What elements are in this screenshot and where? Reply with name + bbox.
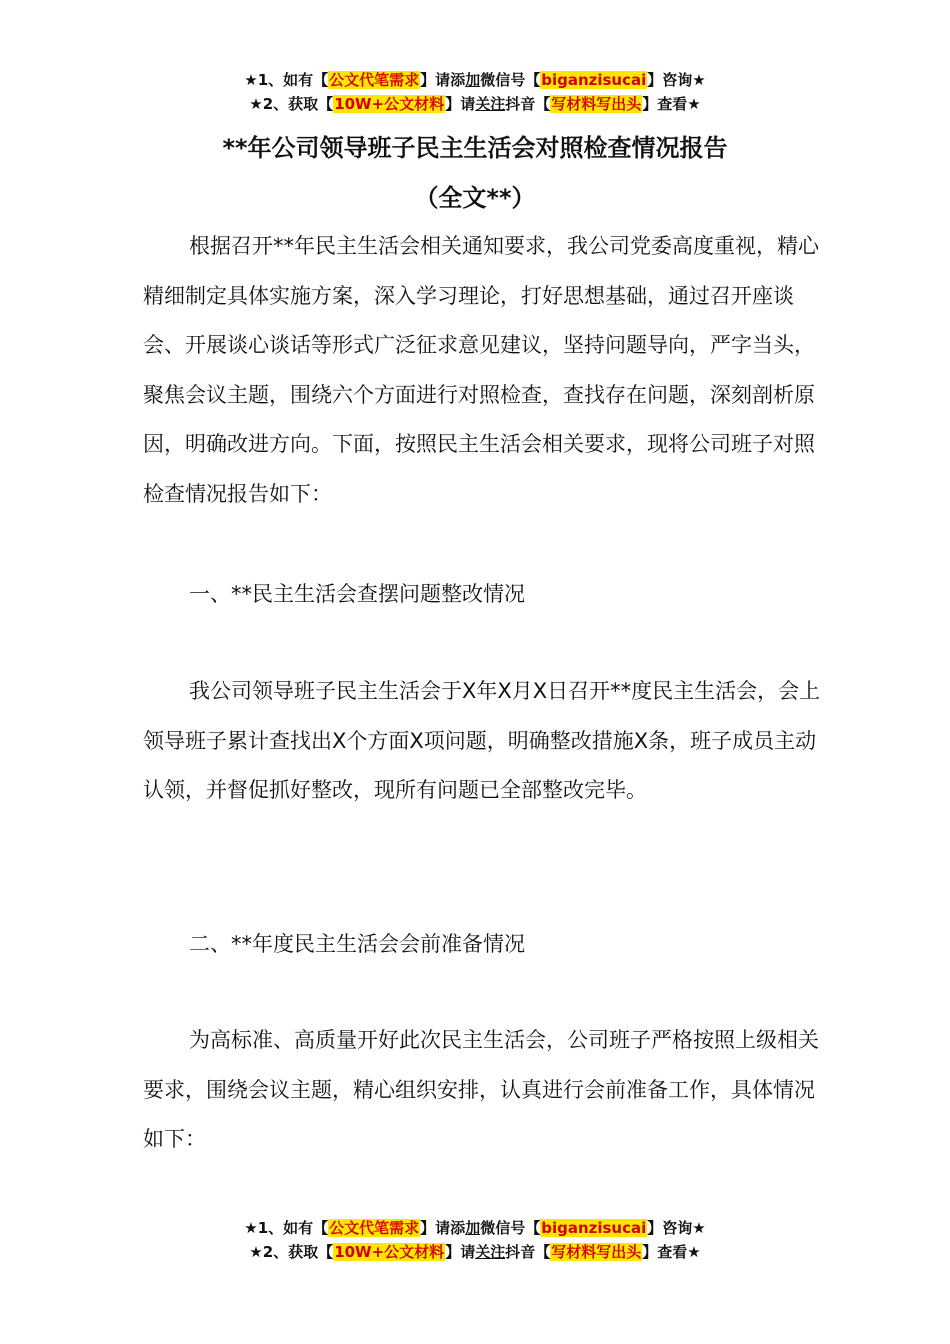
promo-line-1: [0, 1216, 950, 1240]
promo-text: 抖音【: [505, 1243, 551, 1261]
promo-highlight: 10W+公文材料: [334, 1243, 445, 1261]
promo-line-2: [0, 92, 950, 116]
promo-highlight-wechat-id: biganzisucai: [541, 71, 647, 89]
promo-highlight: 10W+公文材料: [334, 95, 445, 113]
promo-text: 】咨询★: [647, 1219, 706, 1237]
promo-text: ★1、如有【: [244, 1219, 329, 1237]
promo-text: 】咨询★: [647, 71, 706, 89]
promo-line-1: [0, 68, 950, 92]
promo-text: ★1、如有【: [244, 71, 329, 89]
promo-text: ★2、获取【: [249, 1243, 334, 1261]
promo-underlined: 关注: [475, 1243, 506, 1261]
promo-text: 】请: [445, 95, 476, 113]
document-subtitle: （全文**）: [414, 184, 536, 212]
section-1-paragraph: 我公司领导班子民主生活会于X年X月X日召开**度民主生活会，会上领导班子累计查找出X个方面X项问题，明确整改措施X条，班子成员主动认领，并督促抓好整改，现所有问题已全部整改完毕。: [143, 679, 821, 803]
section-2-paragraph: 为高标准、高质量开好此次民主生活会，公司班子严格按照上级相关要求，围绕会议主题，精心组织安排，认真进行会前准备工作，具体情况如下：: [143, 1028, 819, 1152]
promo-text: 】请: [445, 1243, 476, 1261]
section-heading-1: 一、**民主生活会查摆问题整改情况: [189, 582, 525, 606]
promo-highlight-douyin: 写材料写出头: [551, 95, 642, 113]
promo-text: 微信号【: [480, 71, 541, 89]
promo-text: 】查看★: [642, 95, 701, 113]
promo-highlight: 公文代笔需求: [329, 71, 420, 89]
top-promo-banner: [0, 68, 950, 116]
promo-text: ★2、获取【: [249, 95, 334, 113]
promo-text: 抖音【: [505, 95, 551, 113]
promo-text: 】请添: [420, 1219, 466, 1237]
promo-text: 微信号【: [480, 1219, 541, 1237]
promo-highlight: 公文代笔需求: [329, 1219, 420, 1237]
promo-underlined: 关注: [475, 95, 506, 113]
promo-highlight-wechat-id: biganzisucai: [541, 1219, 647, 1237]
promo-text: 】请添: [420, 71, 466, 89]
promo-highlight-douyin: 写材料写出头: [551, 1243, 642, 1261]
promo-underlined: 加: [465, 71, 481, 89]
promo-line-2: [0, 1240, 950, 1264]
document-title: **年公司领导班子民主生活会对照检查情况报告: [222, 134, 728, 162]
promo-text: 】查看★: [642, 1243, 701, 1261]
section-heading-2: 二、**年度民主生活会会前准备情况: [189, 932, 525, 956]
promo-underlined: 加: [465, 1219, 481, 1237]
bottom-promo-banner: [0, 1216, 950, 1264]
intro-paragraph: 根据召开**年民主生活会相关通知要求，我公司党委高度重视，精心精细制定具体实施方案，深入学习理论，打好思想基础，通过召开座谈会、开展谈心谈话等形式广泛征求意见建议，坚持问题导向，严字当头，聚焦会议主题，围绕六个方面进行对照检查，查找存在问题，深刻剖析原因，明确改进方向。下面，按照民主生活会相关要求，现将公司班子对照检查情况报告如下：: [143, 234, 819, 506]
